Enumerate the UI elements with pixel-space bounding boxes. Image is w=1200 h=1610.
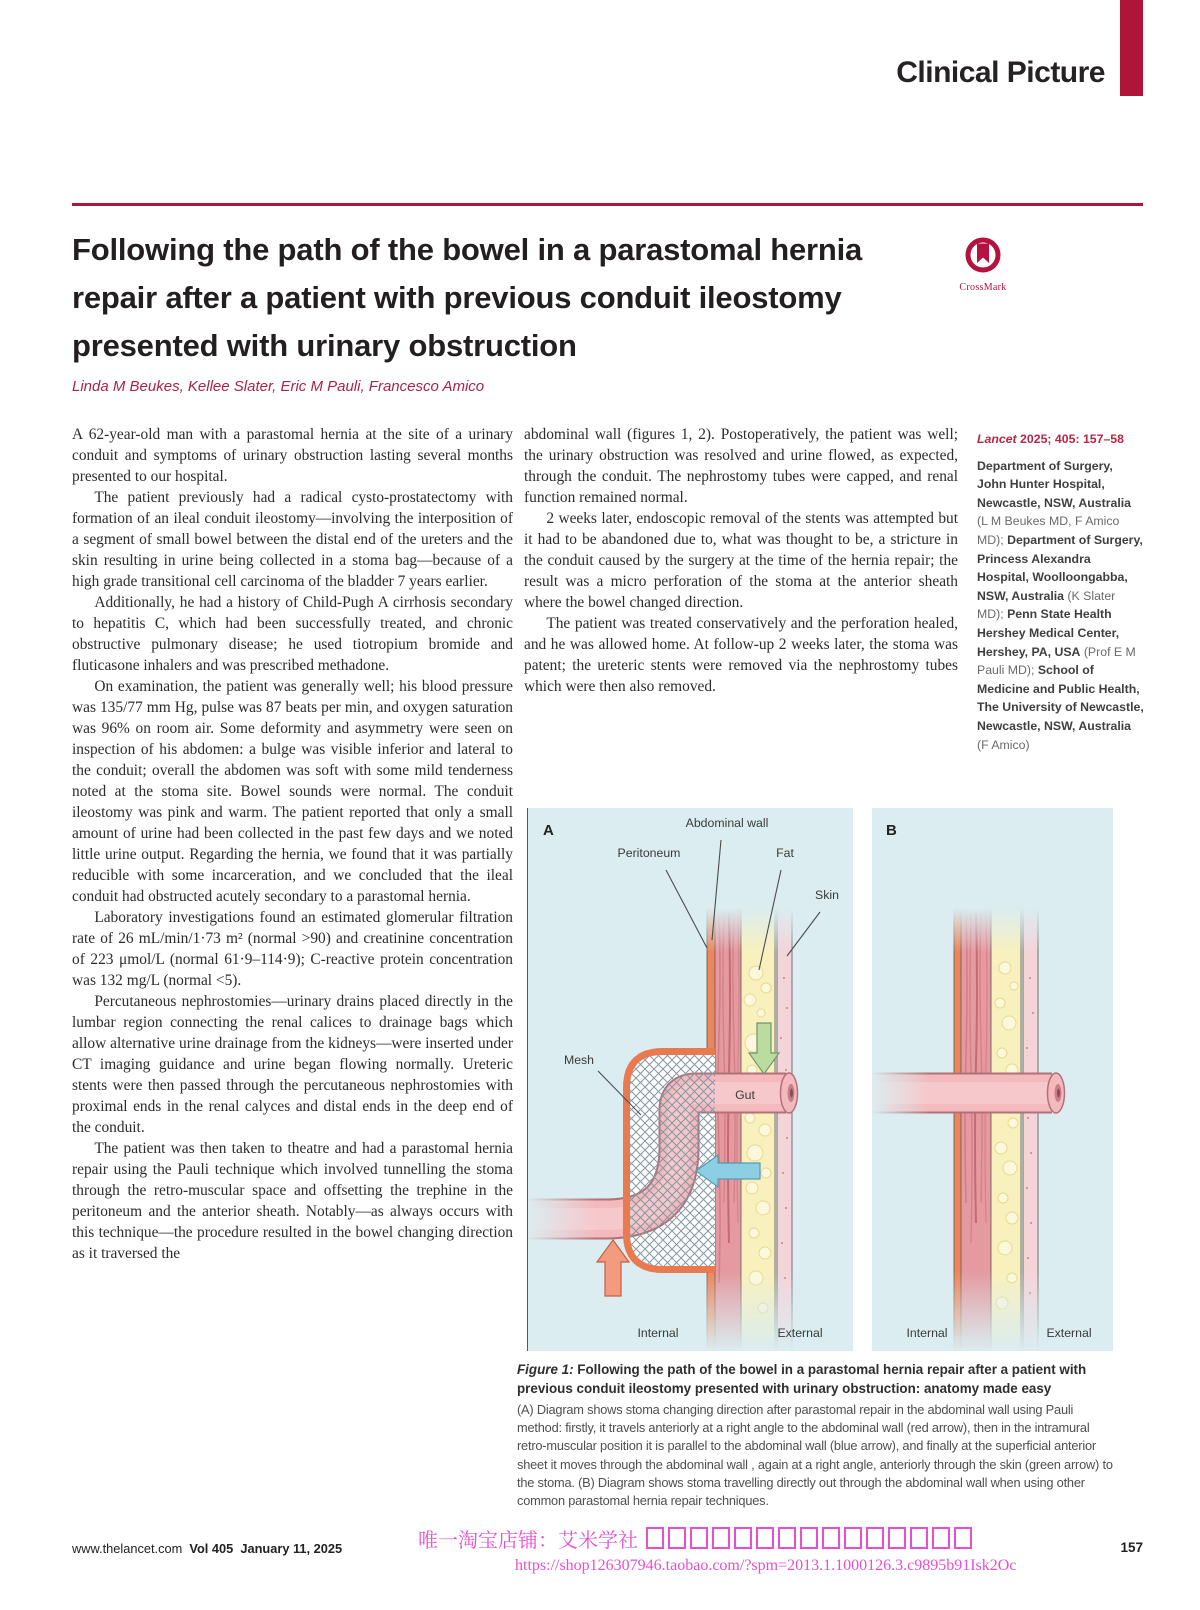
external-label-b: External bbox=[1046, 1326, 1092, 1340]
affiliation-segment: (L M Beukes MD, F Amico MD); bbox=[977, 514, 1120, 547]
internal-label-b: Internal bbox=[906, 1326, 948, 1340]
crossmark-label: CrossMark bbox=[959, 282, 1007, 293]
affiliation-segment: Department of Surgery, Princess Alexandra Hospital, Woolloongabba, NSW, Australia bbox=[977, 532, 1143, 603]
affiliation-segment: (K Slater MD); bbox=[977, 588, 1116, 622]
tissue-layers bbox=[954, 908, 1038, 1351]
paragraph: Additionally, he had a history of Child-Pugh A cirrhosis secondary to hepatitis C, which had been successfully treated, and chronic obstructive pulmonary disease; he used tiotropium bromide and fluticasone inhalers and was prescribed methadone. bbox=[72, 594, 513, 674]
caption-title-text: Following the path of the bowel in a parastomal hernia repair after a patient with previous conduit ileostomy presented with urinary obstruction: anatomy made easy bbox=[517, 1362, 1087, 1396]
watermark-text: 唯一淘宝店铺：艾米学社 bbox=[418, 1530, 638, 1552]
panel-b-tag: B bbox=[886, 822, 897, 839]
lancet-red-bar bbox=[1120, 0, 1143, 96]
internal-label-a: Internal bbox=[637, 1326, 679, 1340]
crossmark-badge[interactable] bbox=[952, 236, 1014, 293]
caption-body: (A) Diagram shows stoma changing direction after parastomal repair in the abdominal wall using Pauli method: firstly, it travels anteriorly at a right angle to the abdominal wall (red arrow), then in the intramural retro-muscular position it is parallel to the abdominal wall (blue arrow), and finally at the superficial anterior sheet it moves through the abdominal wall , again at a right angle, anteriorly through the skin (green arrow) to the stoma. (B) Diagram shows stoma travelling directly out through the abdominal wall when using other common parastomal hernia repair techniques. bbox=[517, 1402, 1113, 1509]
gut-tube bbox=[872, 1070, 1065, 1116]
author-line: Linda M Beukes, Kellee Slater, Eric M Pauli, Francesco Amico bbox=[72, 378, 485, 395]
panel-b-diagram bbox=[872, 808, 1113, 1351]
fat-label: Fat bbox=[776, 846, 794, 860]
affiliation-segment: School of Medicine and Public Health, The University of Newcastle, Newcastle, NSW, Australia bbox=[977, 663, 1144, 733]
affiliation-segment: Penn State Health Hershey Medical Center, Hershey, PA, USA bbox=[977, 607, 1120, 659]
caption-figure-label: Figure 1: bbox=[517, 1362, 574, 1377]
figure-1 bbox=[517, 808, 1113, 1351]
watermark-shop-line bbox=[418, 1524, 974, 1553]
footer-date: January 11, 2025 bbox=[240, 1541, 343, 1556]
tissue-layers bbox=[707, 908, 792, 1351]
sidebar bbox=[977, 430, 1144, 754]
paragraph: The patient was treated conservatively and the perforation healed, and he was allowed home. At follow-up 2 weeks later, the stoma was patent; the ureteric stents were removed via the nephrostomy tubes which were then also removed. bbox=[524, 615, 958, 695]
figure-caption bbox=[517, 1360, 1116, 1510]
footer bbox=[72, 1541, 342, 1556]
affiliation-segment: (Prof E M Pauli MD); bbox=[977, 644, 1136, 678]
affiliation-segment: (F Amico) bbox=[977, 737, 1030, 752]
watermark-tofu-boxes bbox=[644, 1530, 974, 1552]
paragraph: The patient previously had a radical cysto-prostatectomy with formation of an ileal conduit ileostomy—involving the interposition of a segment of small bowel between the distal end of the ureters and the skin resulting in urine being collected in a stoma bag—because of a high grade transitional cell carcinoma of the bladder 7 years earlier. bbox=[72, 489, 513, 590]
paragraph: abdominal wall (figures 1, 2). Postoperatively, the patient was well; the urinary obstruction was resolved and urine flowed, as expected, through the conduit. The nephrostomy tubes were capped, and renal function remained normal. bbox=[524, 426, 958, 506]
paragraph: Laboratory investigations found an estimated glomerular filtration rate of 26 mL/min/1·73 m² (normal >90) and creatinine concentration of 223 μmol/L (normal 61·9–114·9); C-reactive protein concentration was 132 mg/L (normal <5). bbox=[72, 909, 513, 989]
watermark-url[interactable]: https://shop126307946.taobao.com/?spm=2013.1.1000126.3.c9895b91Isk2Oc bbox=[515, 1557, 1017, 1574]
caption-title bbox=[517, 1360, 1116, 1398]
paragraph: 2 weeks later, endoscopic removal of the stents was attempted but it had to be abandoned due to, what was thought to be, a stricture in the conduit caused by the surgery at the time of the hernia repair; the result was a micro perforation of the stoma at the anterior sheath where the bowel changed direction. bbox=[524, 510, 958, 611]
abdominal-wall-label: Abdominal wall bbox=[685, 816, 769, 830]
crossmark-icon bbox=[961, 236, 1005, 276]
figure-panel-b bbox=[872, 808, 1113, 1351]
external-label-a: External bbox=[777, 1326, 823, 1340]
gut-label: Gut bbox=[735, 1088, 755, 1102]
affiliations bbox=[977, 457, 1144, 755]
header-rule bbox=[72, 203, 1143, 206]
section-header: Clinical Picture bbox=[896, 56, 1105, 89]
red-up-arrow bbox=[597, 1240, 629, 1296]
paragraph: A 62-year-old man with a parastomal hernia at the site of a urinary conduit and symptoms of urinary obstruction lasting several months presented to our hospital. bbox=[72, 426, 513, 485]
page-title: Following the path of the bowel in a parastomal hernia repair after a patient with previous conduit ileostomy presented with urinary obstruction bbox=[72, 232, 863, 363]
mesh-crosshatch bbox=[623, 1048, 715, 1273]
paragraph: On examination, the patient was generally well; his blood pressure was 135/77 mm Hg, pulse was 87 beats per min, and oxygen saturation was 96% on room air. Some deformity and asymmetry were seen on inspection of his abdomen: a bulge was visible inferior and lateral to the conduit; overall the abdomen was soft with some mild tenderness noted at the stoma site. Bowel sounds were normal. The conduit ileostomy was pink and warm. The patient reported that only a small amount of urine had been collected in the past few days and we noted little urine output. Regarding the hernia, we found that it was partially reducible with some incarceration, and we concluded that the ileal conduit had obstructed acutely secondary to a parastomal hernia. bbox=[72, 678, 513, 905]
skin-label: Skin bbox=[815, 888, 839, 902]
affiliation-segment: Department of Surgery, John Hunter Hospital, Newcastle, NSW, Australia bbox=[977, 458, 1131, 510]
paragraph: The patient was then taken to theatre and had a parastomal hernia repair using the Pauli technique which involved tunnelling the stoma through the retro-muscular space and offsetting the trephine in the peritoneum and the anterior sheath. Notably—as always occurs with this technique—the procedure resulted in the bowel changing direction as it traversed the bbox=[72, 1140, 513, 1262]
body-column-right bbox=[524, 424, 958, 697]
page-number: 157 bbox=[1120, 1540, 1143, 1555]
paragraph: Percutaneous nephrostomies—urinary drains placed directly in the lumbar region connecting the renal calices to drainage bags which allow alternative urine drainage from the kidneys—were inserted under CT imaging guidance and urine began flowing normally. Ureteric stents were then passed through the percutaneous nephrostomies with proximal ends in the renal calyces and distal ends in the deep end of the conduit. bbox=[72, 993, 513, 1136]
footer-site[interactable]: www.thelancet.com bbox=[72, 1541, 183, 1556]
citation-ref: 2025; 405: 157–58 bbox=[1016, 432, 1124, 446]
mesh-label: Mesh bbox=[563, 1053, 595, 1067]
panel-a-tag: A bbox=[543, 822, 554, 839]
body-column-left bbox=[72, 424, 513, 1264]
citation-journal: Lancet bbox=[977, 432, 1017, 446]
peritoneum-label: Peritoneum bbox=[617, 846, 681, 860]
citation bbox=[977, 430, 1144, 449]
footer-volume: Vol 405 bbox=[189, 1541, 234, 1556]
